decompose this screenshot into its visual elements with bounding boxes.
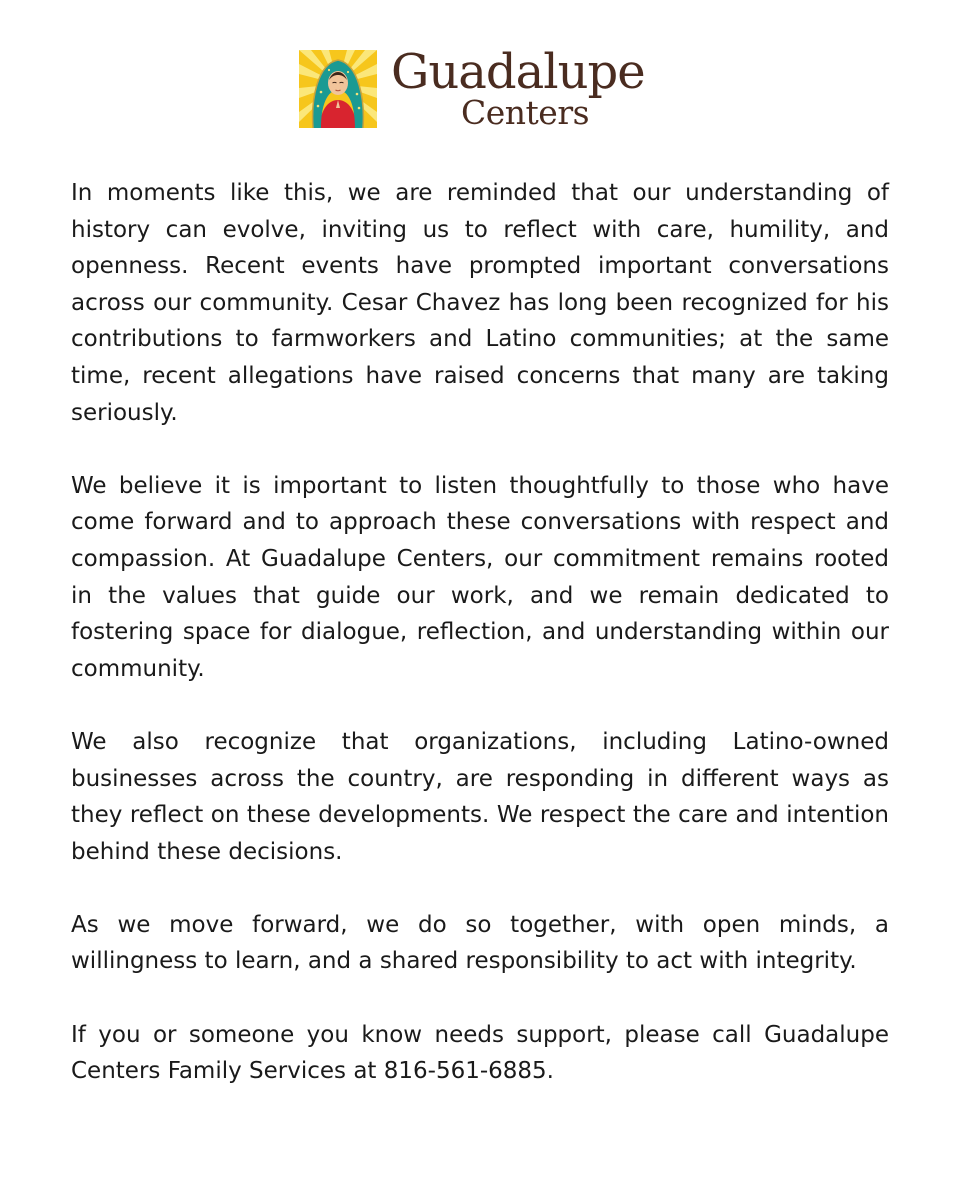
statement-body [71,175,889,1126]
logo-wordmark-centers: Centers [461,93,590,132]
paragraph-listening: We believe it is important to listen thoughtfully to those who have come forward and to approach these conversations with respect and compassion. At Guadalupe Centers, our commitment remains rooted in the values that guide our work, and we remain dedicated to fostering space for dialogue, reflection, and understanding within our community. [71,472,889,682]
paragraph-organizations: We also recognize that organizations, including Latino-owned businesses across the country, are responding in different ways as they reflect on these developments. We respect the care and intention behind these decisions. [71,728,889,865]
guadalupe-centers-logo [299,44,659,132]
paragraph-reflection: In moments like this, we are reminded that our understanding of history can evolve, inviting us to reflect with care, humility, and openness. Recent events have prompted important conversations across our community. Cesar Chavez has long been recognized for his contributions to farmworkers and Latino communities; at the same time, recent allegations have raised concerns that many are taking seriously. [71,180,889,426]
paragraph-support-contact: If you or someone you know needs support, please call Guadalupe Centers Family Services at 816-561-6885. [71,1021,889,1085]
logo-wordmark-guadalupe: Guadalupe [391,44,645,100]
paragraph-moving-forward: As we move forward, we do so together, with open minds, a willingness to learn, and a shared responsibility to act with integrity. [71,911,889,975]
virgin-of-guadalupe-icon [299,50,377,128]
